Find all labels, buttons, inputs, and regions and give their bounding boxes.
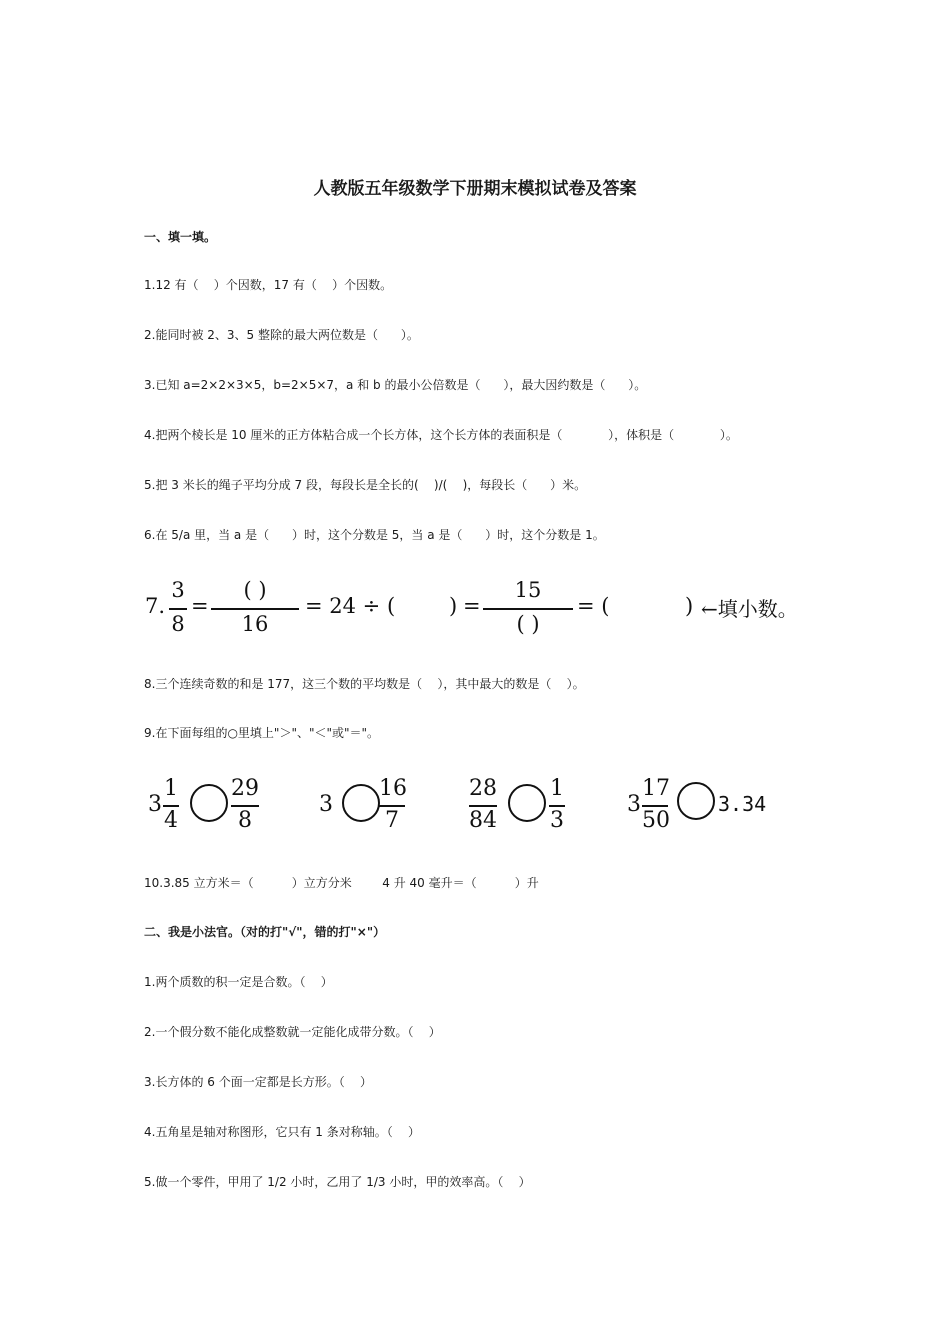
question-1-7-equation (145, 576, 825, 642)
cmp4-whole: 3 (627, 792, 641, 817)
cmp2-answer-circle[interactable] (342, 784, 380, 822)
question-1-4: 4.把两个棱长是 10 厘米的正方体粘合成一个长方体，这个长方体的表面积是（ ），体积是（ ）。 (144, 428, 738, 442)
question-1-9: 9.在下面每组的○里填上"＞"、"＜"或"＝"。 (144, 726, 380, 740)
q7-divide-expression: = 24 ÷ ( (305, 594, 396, 618)
q7-frac1-denominator: 8 (171, 612, 185, 636)
question-1-10: 10.3.85 立方米＝（ ）立方分米 4 升 40 毫升＝（ ）升 (144, 876, 539, 890)
q7-close-paren-2: ) (685, 594, 694, 618)
cmp4-denominator: 50 (642, 808, 670, 833)
cmp4-numerator: 17 (642, 776, 670, 801)
cmp2-right-bar (379, 805, 405, 807)
q7-close-paren-1: ) (449, 594, 458, 618)
cmp4-right-value: 3.34 (718, 792, 767, 816)
question-2-5: 5.做一个零件，甲用了 1/2 小时，乙用了 1/3 小时，甲的效率高。（ ） (144, 1175, 531, 1189)
cmp2-right-denominator: 7 (385, 808, 399, 833)
q7-frac2-numerator: ( ) (243, 578, 267, 602)
cmp4-bar (642, 805, 668, 807)
question-1-8: 8.三个连续奇数的和是 177，这三个数的平均数是（ ），其中最大的数是（ ）。 (144, 677, 585, 691)
cmp3-numerator: 28 (469, 776, 497, 801)
cmp1-denominator: 4 (164, 808, 178, 833)
q7-frac1-numerator: 3 (171, 578, 185, 602)
q7-frac2-bar (211, 608, 299, 610)
question-2-1: 1.两个质数的积一定是合数。（ ） (144, 975, 333, 989)
question-1-2: 2.能同时被 2、3、5 整除的最大两位数是（ ）。 (144, 328, 419, 342)
cmp1-right-bar (231, 805, 259, 807)
cmp1-numerator: 1 (164, 776, 178, 801)
section-1-heading: 一、填一填。 (144, 230, 217, 244)
question-2-4: 4.五角星是轴对称图形，它只有 1 条对称轴。（ ） (144, 1125, 420, 1139)
q7-frac2-denominator: 16 (241, 612, 269, 636)
q7-equals-3: = (463, 594, 481, 618)
cmp1-whole: 3 (148, 792, 162, 817)
q7-frac3-bar (483, 608, 573, 610)
cmp3-right-numerator: 1 (550, 776, 564, 801)
page-title: 人教版五年级数学下册期末模拟试卷及答案 (313, 179, 637, 199)
cmp3-denominator: 84 (469, 808, 497, 833)
cmp3-answer-circle[interactable] (508, 784, 546, 822)
question-2-3: 3.长方体的 6 个面一定都是长方形。（ ） (144, 1075, 372, 1089)
question-1-6: 6.在 5/a 里，当 a 是（ ）时，这个分数是 5，当 a 是（ ）时，这个分数是 1。 (144, 528, 605, 542)
q7-frac3-numerator: 15 (514, 578, 542, 602)
cmp2-whole: 3 (319, 792, 333, 817)
question-1-3: 3.已知 a=2×2×3×5，b=2×5×7，a 和 b 的最小公倍数是（ ），最大因约数是（ ）。 (144, 378, 647, 392)
cmp3-bar (469, 805, 497, 807)
question-1-5: 5.把 3 米长的绳子平均分成 7 段，每段长是全长的( )/( )，每段长（ ）米。 (144, 478, 587, 492)
question-2-2: 2.一个假分数不能化成整数就一定能化成带分数。（ ） (144, 1025, 441, 1039)
section-2-heading: 二、我是小法官。（对的打"√"，错的打"×"） (144, 925, 386, 939)
cmp2-right-numerator: 16 (379, 776, 407, 801)
cmp3-right-denominator: 3 (550, 808, 564, 833)
question-1-9-comparisons (145, 770, 825, 840)
q7-note: ←填小数。 (701, 597, 798, 621)
question-1-1: 1.12 有（ ）个因数，17 有（ ）个因数。 (144, 278, 393, 292)
q7-frac1-bar (169, 608, 187, 610)
cmp1-right-numerator: 29 (231, 776, 259, 801)
cmp1-right-denominator: 8 (238, 808, 252, 833)
cmp1-answer-circle[interactable] (190, 784, 228, 822)
cmp4-answer-circle[interactable] (677, 782, 715, 820)
cmp3-right-bar (549, 805, 565, 807)
q7-frac3-denominator: ( ) (516, 612, 540, 636)
cmp1-bar (163, 805, 179, 807)
q7-number: 7. (145, 594, 166, 618)
q7-equals-1: = (191, 594, 209, 618)
q7-equals-4: = ( (577, 594, 610, 618)
